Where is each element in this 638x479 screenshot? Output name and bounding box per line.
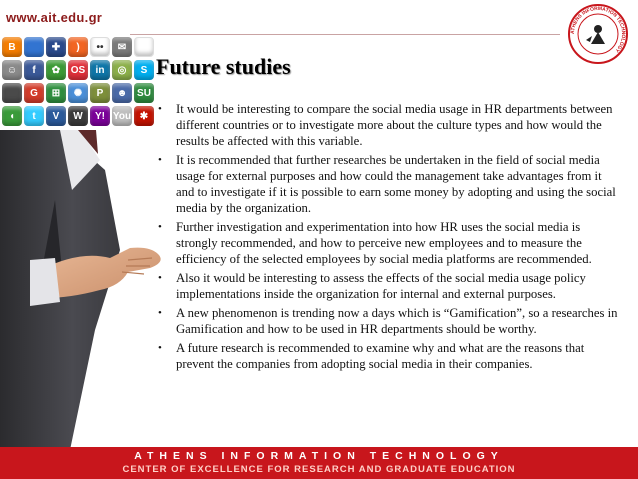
footer-institution-name: ATHENS INFORMATION TECHNOLOGY	[134, 450, 504, 462]
rss-icon[interactable]: )	[68, 37, 88, 57]
bullet-item	[158, 270, 618, 302]
bullet-marker: •	[158, 342, 162, 354]
bullet-item	[158, 305, 618, 337]
apple-icon[interactable]	[2, 83, 22, 103]
skype-icon[interactable]: S	[134, 60, 154, 80]
delicious-icon[interactable]	[24, 37, 44, 57]
facebook-icon[interactable]: f	[24, 60, 44, 80]
youtube-icon[interactable]: You	[112, 106, 132, 126]
bullet-list	[158, 101, 618, 375]
bullet-item	[158, 340, 618, 372]
bullet-item	[158, 101, 618, 149]
site-url[interactable]: www.ait.edu.gr	[6, 10, 103, 25]
technorati-icon[interactable]: ◎	[112, 60, 132, 80]
yahoo-icon[interactable]: Y!	[90, 106, 110, 126]
bullet-marker: •	[158, 154, 162, 166]
stumbleupon-icon[interactable]: SU	[134, 83, 154, 103]
bullet-text: Further investigation and experimentation into how HR uses the social media is strongly recommended, and how to perceive new employees and to measure the efficiency of the selected employees by social media platforms are recommended.	[176, 220, 592, 266]
bullet-item	[158, 152, 618, 216]
mail-icon[interactable]: ✉	[112, 37, 132, 57]
slide-title: Future studies	[156, 54, 291, 79]
social-icon-grid	[2, 37, 152, 129]
bullet-text: A new phenomenon is trending now a days which is “Gamification”, so a researches in Gamification and how to be used in HR departments should be worthy.	[176, 306, 618, 336]
flickr-icon[interactable]: ••	[90, 37, 110, 57]
vimeo-icon[interactable]: V	[46, 106, 66, 126]
reddit-icon[interactable]: ☻	[112, 83, 132, 103]
header-divider	[130, 34, 560, 35]
feed-icon[interactable]: ☺	[2, 60, 22, 80]
bullet-marker: •	[158, 103, 162, 115]
bullet-marker: •	[158, 307, 162, 319]
bullet-text: Also it would be interesting to assess the effects of the social media usage policy implementations inside the organization for internal and external purposes.	[176, 271, 586, 301]
bullet-text: A future research is recommended to examine why and what are the reasons that prevent the companies from adopting social media in their companies.	[176, 341, 585, 371]
stumble-icon[interactable]: ✿	[46, 60, 66, 80]
blogger-icon[interactable]: B	[2, 37, 22, 57]
twitter-icon[interactable]: t	[24, 106, 44, 126]
bullet-marker: •	[158, 272, 162, 284]
linkedin-icon[interactable]: in	[90, 60, 110, 80]
digg-icon[interactable]	[134, 37, 154, 57]
dopplr-icon[interactable]: ◖	[2, 106, 22, 126]
picasa-icon[interactable]: ✺	[68, 83, 88, 103]
wordpress-icon[interactable]: W	[68, 106, 88, 126]
bullet-marker: •	[158, 221, 162, 233]
footer-banner	[0, 447, 638, 479]
bullet-item	[158, 219, 618, 267]
google-icon[interactable]: G	[24, 83, 44, 103]
logo-ring-text: ATHENS INFORMATION TECHNOLOGY	[569, 5, 627, 54]
footer-tagline: CENTER OF EXCELLENCE FOR RESEARCH AND GRADUATE EDUCATION	[122, 464, 516, 475]
yelp-icon[interactable]: ✱	[134, 106, 154, 126]
posterous-icon[interactable]: P	[90, 83, 110, 103]
bullet-text: It is recommended that further researches be undertaken in the field of social media usage for external purposes and how could the management take advantages from it and to investigate if it is possible to earn some money by adopting and using the social media by the organization.	[176, 153, 616, 215]
businessman-handshake-image	[0, 130, 170, 450]
windows-icon[interactable]: ⊞	[46, 83, 66, 103]
bullet-text: It would be interesting to compare the social media usage in HR departments between different countries or to investigate more about the culture types and how would the results be affected with this variable.	[176, 102, 613, 148]
os-icon[interactable]: OS	[68, 60, 88, 80]
myspace-icon[interactable]: ✚	[46, 37, 66, 57]
ait-logo	[566, 2, 630, 66]
